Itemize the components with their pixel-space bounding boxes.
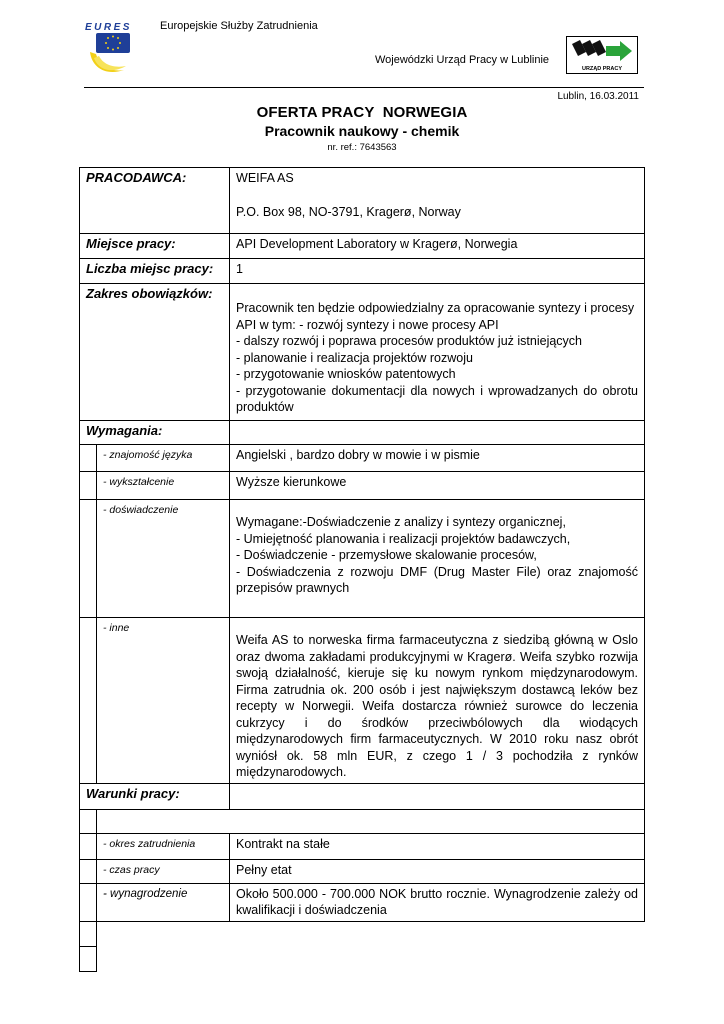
- eures-logo-text: EURES: [85, 22, 132, 33]
- other-value: Weifa AS to norweska firma farmaceutyczna z siedzibą główną w Oslo oraz dwoma zakładami produkcyjnymi w Kragerø. Weifa szybko rozwija swoją działalność, kieruje się ku nowym rynkom międzynarodowym. Firma zatrudnia ok. 200 osób i jest największym dostawcą leków bez recepty w Norwegii. Weifa dostarcza również surowce do leczenia cukrzycy i do środków przeciwbólowych dla wiodących międzynarodowych firm farmaceutycznych. W 2010 roku nasz obrót wyniósł ok. 58 mln EUR, z czego 1 / 3 pochodziła z rynków międzynarodowych.: [230, 618, 645, 784]
- indent-cell: [80, 472, 97, 500]
- workplace-label: Miejsce pracy:: [80, 234, 230, 259]
- salary-value: Około 500.000 - 700.000 NOK brutto rocznie. Wynagrodzenie zależy od kwalifikacji i doświadczenia: [230, 883, 645, 921]
- requirements-empty: [230, 421, 645, 445]
- indent-cell: [80, 859, 97, 883]
- language-value: Angielski , bardzo dobry w mowie i w pismie: [230, 445, 645, 472]
- empty-cell: [230, 921, 645, 946]
- salary-label: - wynagrodzenie: [97, 883, 230, 921]
- table-row: [80, 783, 645, 809]
- work-time-value: Pełny etat: [230, 859, 645, 883]
- table-row: [80, 168, 645, 234]
- positions-label: Liczba miejsc pracy:: [80, 259, 230, 284]
- indent-cell: [80, 618, 97, 784]
- indent-cell: [80, 445, 97, 472]
- experience-line: - Doświadczenia z rozwoju DMF (Drug Master File) oraz znajomość: [236, 564, 639, 579]
- indent-cell: [80, 833, 97, 859]
- duties-value: [230, 284, 645, 421]
- table-row: [80, 259, 645, 284]
- duties-line: - przygotowanie wniosków patentowych: [236, 367, 456, 381]
- table-row: [80, 500, 645, 618]
- header-divider: [84, 87, 644, 88]
- table-row: [80, 234, 645, 259]
- indent-cell: [80, 809, 97, 833]
- table-row: [80, 284, 645, 421]
- duties-label: Zakres obowiązków:: [80, 284, 230, 421]
- duties-line: API w tym: - rozwój syntezy i nowe procesy API: [236, 317, 499, 332]
- table-row: [80, 946, 645, 971]
- education-value: Wyższe kierunkowe: [230, 472, 645, 500]
- positions-value: 1: [230, 259, 645, 284]
- indent-cell: [80, 946, 97, 971]
- urzad-pracy-logo: [566, 36, 638, 74]
- urzad-logo-text: URZĄD PRACY: [581, 66, 623, 72]
- work-time-label: - czas pracy: [97, 859, 230, 883]
- empty-cell: [230, 946, 645, 971]
- employer-label: PRACODAWCA:: [80, 168, 230, 234]
- offer-subtitle: Pracownik naukowy - chemik: [264, 123, 460, 139]
- table-row: [80, 921, 645, 946]
- language-label: - znajomość języka: [97, 445, 230, 472]
- employer-name: WEIFA AS: [236, 171, 294, 185]
- header-office: Wojewódzki Urząd Pracy w Lublinie: [375, 54, 550, 66]
- empty-cell: [97, 809, 645, 833]
- offer-reference: nr. ref.: 7643563: [327, 142, 397, 153]
- duties-line: - dalszy rozwój i poprawa procesów produktów już istniejących: [236, 334, 582, 348]
- table-row: [80, 472, 645, 500]
- header-org: Europejskie Służby Zatrudnienia: [160, 20, 318, 32]
- duties-line: - planowanie i realizacja projektów rozwoju: [236, 350, 473, 365]
- experience-line: przepisów prawnych: [236, 581, 350, 595]
- offer-title: OFERTA PRACY NORWEGIA: [256, 104, 468, 121]
- indent-cell: [80, 883, 97, 921]
- experience-line: - Doświadczenie - przemysłowe skalowanie procesów,: [236, 548, 537, 562]
- requirements-label: Wymagania:: [80, 421, 230, 445]
- duties-line: Pracownik ten będzie odpowiedzialny za opracowanie syntezy i procesy: [236, 301, 635, 315]
- table-row: [80, 833, 645, 859]
- employer-address: P.O. Box 98, NO-3791, Kragerø, Norway: [236, 204, 461, 219]
- education-label: - wykształcenie: [97, 472, 230, 500]
- table-row: [80, 445, 645, 472]
- empty-cell: [97, 946, 230, 971]
- experience-line: Wymagane:-Doświadczenie z analizy i syntezy organicznej,: [236, 515, 566, 529]
- contract-value: Kontrakt na stałe: [230, 833, 645, 859]
- eures-logo: [84, 18, 144, 78]
- employer-value: [230, 168, 645, 234]
- contract-label: - okres zatrudnienia: [97, 833, 230, 859]
- other-label: - inne: [97, 618, 230, 784]
- document-date: Lublin, 16.03.2011: [557, 91, 639, 102]
- experience-line: - Umiejętność planowania i realizacji projektów badawczych,: [236, 531, 571, 546]
- empty-cell: [97, 921, 230, 946]
- table-row: [80, 809, 645, 833]
- indent-cell: [80, 500, 97, 618]
- table-row: [80, 421, 645, 445]
- table-row: [80, 618, 645, 784]
- indent-cell: [80, 921, 97, 946]
- title-block: [0, 104, 724, 153]
- conditions-empty: [230, 783, 645, 809]
- workplace-value: API Development Laboratory w Kragerø, Norwegia: [230, 234, 645, 259]
- experience-value: [230, 500, 645, 618]
- experience-label: - doświadczenie: [97, 500, 230, 618]
- table-row: [80, 859, 645, 883]
- table-row: [80, 883, 645, 921]
- conditions-label: Warunki pracy:: [80, 783, 230, 809]
- offer-table: [79, 167, 645, 972]
- duties-line: - przygotowanie dokumentacji dla nowych i wprowadzanych do obrotu: [236, 383, 639, 398]
- duties-line: produktów: [236, 400, 294, 414]
